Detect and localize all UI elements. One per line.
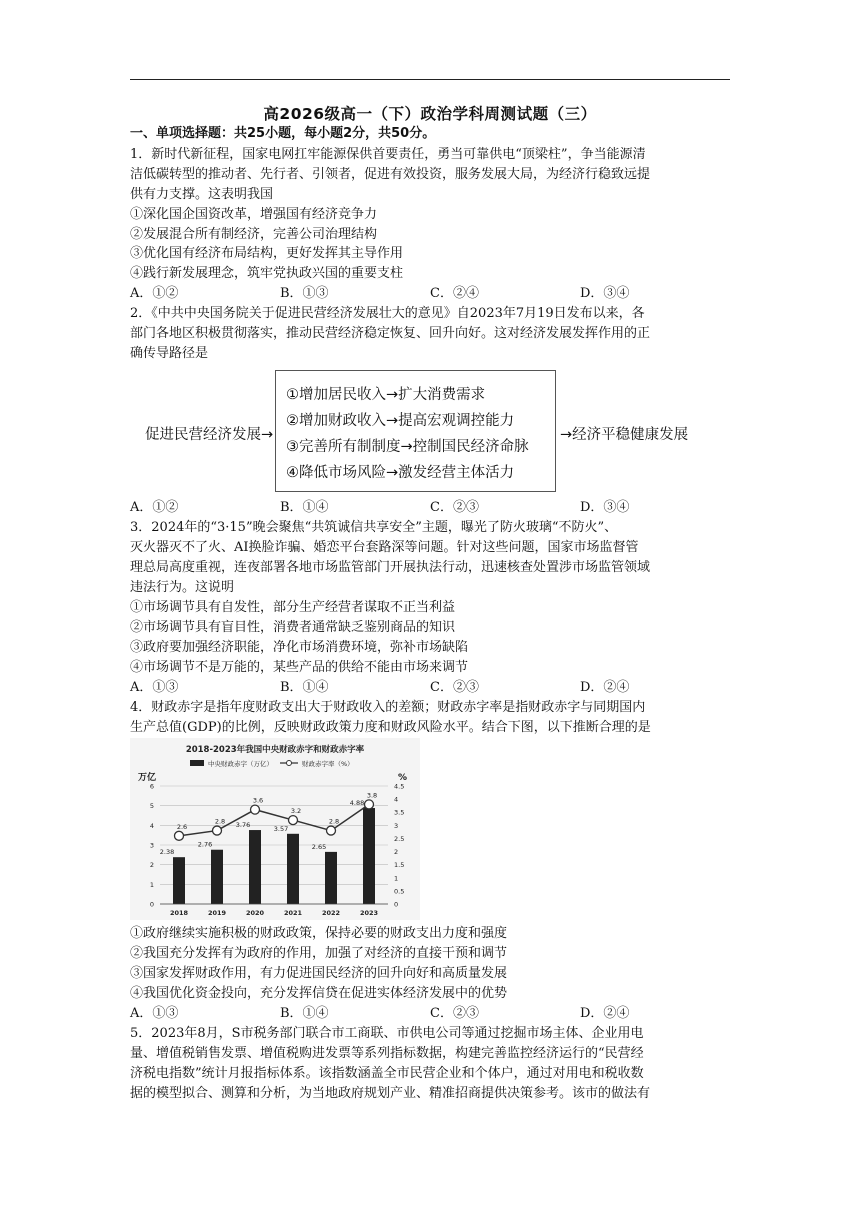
- q4-option-d: D．②④: [580, 1006, 630, 1021]
- line-point-2020: [251, 805, 260, 814]
- q2-stem-line: 确传导路径是: [130, 346, 209, 361]
- q3-option-d: D．②④: [580, 680, 630, 695]
- q4-item: ③国家发挥财政作用，有力促进国民经济的回升向好和高质量发展: [130, 966, 508, 981]
- q3-item: ①市场调节具有自发性，部分生产经营者谋取不正当利益: [130, 600, 456, 615]
- diagram-left-label: 促进民营经济发展→: [145, 427, 274, 443]
- q5-stem-line: 据的模型拟合、测算和分析，为当地政府规划产业、精准招商提供决策参考。该市的做法有: [130, 1086, 651, 1101]
- line-label: 2.8: [328, 817, 340, 826]
- line-label: 3.2: [290, 807, 302, 816]
- diagram-item: ④降低市场风险→激发经营主体活力: [286, 465, 515, 481]
- q3-item: ②市场调节具有盲目性，消费者通常缺乏鉴别商品的知识: [130, 620, 456, 635]
- q1-stem-line: 1．新时代新征程，国家电网扛牢能源保供首要责任，勇当可靠供电“顶梁柱”，争当能源清: [130, 147, 646, 162]
- line-point-2022: [327, 826, 336, 835]
- diagram-item: ②增加财政收入→提高宏观调控能力: [286, 413, 515, 429]
- q2-stem-line: 2．《中共中央国务院关于促进民营经济发展壮大的意见》自2023年7月19日发布以来，各: [130, 306, 645, 321]
- bar-label: 4.88: [349, 799, 365, 808]
- line-label: 3.6: [252, 796, 264, 805]
- q5-stem-line: 5．2023年8月，S市税务部门联合市工商联、市供电公司等通过挖掘市场主体、企业用电: [130, 1026, 644, 1041]
- y-left-tick: 6: [149, 782, 154, 791]
- q3-options: [130, 678, 740, 698]
- q4-item: ①政府继续实施积极的财政政策，保持必要的财政支出力度和强度: [130, 926, 508, 941]
- bar-2022: [325, 852, 337, 904]
- y-right-tick: 4.5: [394, 782, 405, 791]
- q4-option-c: C．②③: [430, 1006, 479, 1021]
- line-label: 2.6: [176, 822, 188, 831]
- bar-label: 2.38: [159, 848, 175, 857]
- q3-option-c: C．②③: [430, 680, 479, 695]
- bar-label: 2.76: [197, 840, 213, 849]
- q3-stem-line: 3．2024年的“3·15”晚会聚焦“共筑诚信共享安全”主题，曝光了防火玻璃“不防火”、: [130, 520, 618, 535]
- y-left-tick: 3: [149, 841, 154, 850]
- line-point-2018: [175, 831, 184, 840]
- q1-item: ①深化国企国资改革，增强国有经济竞争力: [130, 207, 378, 222]
- y-right-tick: 0: [394, 900, 399, 909]
- q4-stem-line: 生产总值(GDP)的比例，反映财政政策力度和财政风险水平。结合下图，以下推断合理的是: [130, 720, 651, 735]
- line-label: 3.8: [366, 791, 378, 800]
- x-tick: 2020: [245, 909, 265, 917]
- y-right-tick: 2: [394, 848, 399, 857]
- bar-2020: [249, 830, 261, 904]
- q5-stem-line: 量、增值税销售发票、增值税购进发票等系列指标数据，构建完善监控经济运行的“民营经: [130, 1046, 644, 1061]
- q2-option-a: A．①②: [130, 500, 179, 515]
- q3-stem-line: 灭火器灭不了火、AI换脸诈骗、婚恋平台套路深等问题。针对这些问题，国家市场监督管: [130, 540, 639, 555]
- q1-item: ②发展混合所有制经济，完善公司治理结构: [130, 227, 378, 242]
- bar-label: 2.65: [311, 842, 327, 851]
- q2-option-b: B．①④: [280, 500, 329, 515]
- q1-stem-line: 洁低碳转型的推动者、先行者、引领者，促进有效投资，服务发展大局，为经济行稳致远提: [130, 167, 651, 182]
- y-right-tick: 0.5: [394, 887, 405, 896]
- q2-option-d: D．③④: [580, 500, 630, 515]
- y-right-tick: 1.5: [394, 861, 405, 870]
- q1-item: ③优化国有经济布局结构，更好发挥其主导作用: [130, 246, 404, 261]
- legend-bar-swatch: [190, 760, 204, 766]
- q3-option-b: B．①④: [280, 680, 329, 695]
- line-point-2023: [365, 800, 374, 809]
- q2-stem-line: 部门各地区积极贯彻落实，推动民营经济稳定恢复、回升向好。这对经济发展发挥作用的正: [130, 326, 651, 341]
- q2-options: [130, 498, 740, 518]
- q3-stem-line: 违法行为。这说明: [130, 580, 235, 595]
- y-left-tick: 2: [149, 861, 154, 870]
- y-right-unit: %: [398, 773, 408, 783]
- q3-option-a: A．①③: [130, 680, 179, 695]
- deficit-chart: [130, 738, 420, 920]
- deficit-chart-svg: [130, 738, 420, 920]
- x-tick: 2023: [359, 909, 379, 917]
- q2-option-c: C．②③: [430, 500, 479, 515]
- x-tick: 2022: [321, 909, 341, 917]
- diagram-box: [275, 370, 556, 492]
- top-rule: [130, 79, 730, 80]
- y-right-tick: 3: [394, 821, 399, 830]
- y-right-tick: 1: [394, 874, 399, 883]
- q4-options: [130, 1004, 740, 1024]
- y-left-tick: 1: [149, 880, 154, 889]
- q1-stem-line: 供有力支撑。这表明我国: [130, 187, 274, 202]
- q3-item: ③政府要加强经济职能，净化市场消费环境，弥补市场缺陷: [130, 640, 469, 655]
- x-tick: 2018: [169, 909, 189, 917]
- bar-label: 3.57: [273, 824, 289, 833]
- legend-line-marker: [287, 761, 292, 766]
- q3-stem-line: 理总局高度重视，连夜部署各地市场监管部门开展执法行动，迅速核查处置涉市场监管领域: [130, 560, 651, 575]
- q4-item: ②我国充分发挥有为政府的作用，加强了对经济的直接干预和调节: [130, 946, 508, 961]
- y-left-tick: 0: [149, 900, 154, 909]
- bar-2023: [363, 808, 375, 904]
- q3-item: ④市场调节不是万能的，某些产品的供给不能由市场来调节: [130, 660, 469, 675]
- section-header: 一、单项选择题：共25小题，每小题2分，共50分。: [130, 126, 436, 141]
- line-point-2021: [289, 816, 298, 825]
- q5-stem-line: 济税电指数”统计月报指标体系。该指数涵盖全市民营企业和个体户，通过对用电和税收数: [130, 1066, 644, 1081]
- x-tick: 2019: [207, 909, 227, 917]
- y-right-tick: 2.5: [394, 834, 405, 843]
- q1-item: ④践行新发展理念，筑牢党执政兴国的重要支柱: [130, 266, 404, 281]
- q1-options: [130, 284, 740, 304]
- bar-2021: [287, 834, 299, 904]
- line-point-2019: [213, 826, 222, 835]
- bar-2018: [173, 857, 185, 904]
- y-left-tick: 4: [149, 821, 154, 830]
- q4-stem-line: 4．财政赤字是指年度财政支出大于财政收入的差额；财政赤字率是指财政赤字与同期国内: [130, 700, 646, 715]
- bar-2019: [211, 850, 223, 904]
- page-title: 高2026级高一（下）政治学科周测试题（三）: [263, 105, 597, 123]
- q4-option-a: A．①③: [130, 1006, 179, 1021]
- q4-option-b: B．①④: [280, 1006, 329, 1021]
- bar-label: 3.76: [235, 821, 251, 830]
- y-left-tick: 5: [149, 802, 154, 811]
- diagram-right-label: →经济平稳健康发展: [560, 427, 689, 443]
- y-left-unit: 万亿: [138, 773, 157, 783]
- diagram-item: ①增加居民收入→扩大消费需求: [286, 387, 486, 403]
- y-right-tick: 4: [394, 795, 399, 804]
- q4-item: ④我国优化资金投向，充分发挥信贷在促进实体经济发展中的优势: [130, 986, 508, 1001]
- legend-bar-label: 中央财政赤字（万亿）: [208, 760, 273, 768]
- line-label: 2.8: [214, 817, 226, 826]
- q1-option-b: B．①③: [280, 286, 329, 301]
- legend-line-label: 财政赤字率（%）: [302, 760, 354, 768]
- q1-option-a: A．①②: [130, 286, 179, 301]
- x-tick: 2021: [283, 909, 303, 917]
- q1-option-d: D．③④: [580, 286, 630, 301]
- q1-option-c: C．②④: [430, 286, 479, 301]
- diagram-item: ③完善所有制制度→控制国民经济命脉: [286, 439, 529, 455]
- chart-title: 2018-2023年我国中央财政赤字和财政赤字率: [185, 745, 365, 755]
- y-right-tick: 3.5: [394, 808, 405, 817]
